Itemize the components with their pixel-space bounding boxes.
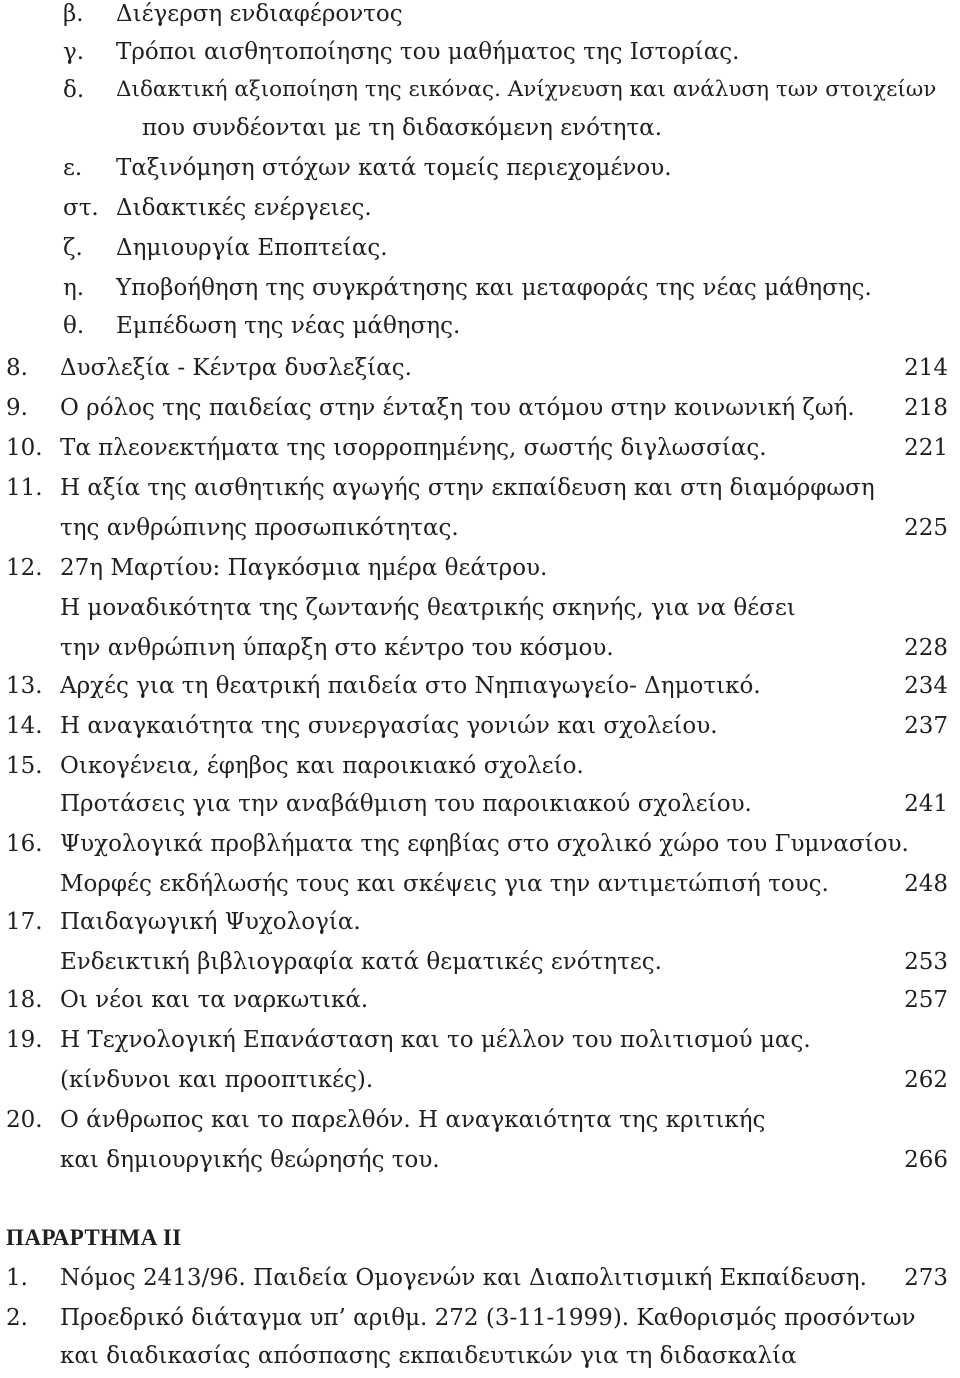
toc-entry-continuation xyxy=(0,784,960,824)
entry-page-number: 221 xyxy=(904,435,948,461)
subitem-text: Διέγερση ενδιαφέροντος xyxy=(116,1,403,27)
appendix-entry xyxy=(0,1258,960,1298)
toc-entry xyxy=(0,388,960,428)
entry-number: 20. xyxy=(6,1107,43,1133)
entry-page-number: 225 xyxy=(904,515,948,541)
toc-subitem xyxy=(0,306,960,346)
toc-subitem xyxy=(0,148,960,188)
entry-page-number: 248 xyxy=(904,871,948,897)
entry-page-number: 241 xyxy=(904,791,948,817)
entry-title-cont: Η μοναδικότητα της ζωντανής θεατρικής σκηνής, για να θέσει xyxy=(60,595,796,621)
entry-title: Ο άνθρωπος και το παρελθόν. Η αναγκαιότητα της κριτικής xyxy=(60,1107,766,1133)
entry-title: Παιδαγωγική Ψυχολογία. xyxy=(60,909,361,935)
entry-title-cont: Ενδεικτική βιβλιογραφία κατά θεματικές ενότητες. xyxy=(60,949,662,975)
toc-entry-continuation xyxy=(0,628,960,668)
entry-page-number: 257 xyxy=(904,987,948,1013)
entry-page-number: 266 xyxy=(904,1147,948,1173)
subitem-label: στ. xyxy=(63,195,99,221)
entry-title-cont: Προτάσεις για την αναβάθμιση του παροικιακού σχολείου. xyxy=(60,791,752,817)
toc-entry xyxy=(0,706,960,746)
toc-entry xyxy=(0,548,960,588)
appendix-entry xyxy=(0,1298,960,1338)
subitem-label: η. xyxy=(63,275,85,301)
entry-page-number: 214 xyxy=(904,355,948,381)
toc-entry-continuation xyxy=(0,1140,960,1180)
entry-number: 10. xyxy=(6,435,43,461)
subitem-text: Τρόποι αισθητοποίησης του μαθήματος της Ιστορίας. xyxy=(116,39,740,65)
entry-number: 8. xyxy=(6,355,28,381)
subitem-text: Υποβοήθηση της συγκράτησης και μεταφοράς της νέας μάθησης. xyxy=(116,275,872,301)
entry-title: Δυσλεξία - Κέντρα δυσλεξίας. xyxy=(60,355,412,381)
toc-subitem xyxy=(0,228,960,268)
entry-number: 14. xyxy=(6,713,43,739)
entry-number: 9. xyxy=(6,395,28,421)
subitem-text: Δημιουργία Εποπτείας. xyxy=(116,235,388,261)
subitem-label: ε. xyxy=(63,155,83,181)
toc-entry xyxy=(0,1100,960,1140)
entry-number: 18. xyxy=(6,987,43,1013)
toc-entry xyxy=(0,348,960,388)
entry-number: 11. xyxy=(6,475,43,501)
entry-page-number: 237 xyxy=(904,713,948,739)
entry-page-number: 273 xyxy=(904,1265,948,1291)
entry-title: Ψυχολογικά προβλήματα της εφηβίας στο σχολικό χώρο του Γυμνασίου. xyxy=(60,831,909,857)
toc-subitem xyxy=(0,268,960,308)
subitem-text: Εμπέδωση της νέας μάθησης. xyxy=(116,313,461,339)
entry-title: Η Τεχνολογική Επανάσταση και το μέλλον του πολιτισμού μας. xyxy=(60,1027,811,1053)
subitem-text: Διδακτικές ενέργειες. xyxy=(116,195,372,221)
entry-title-cont: και δημιουργικής θεώρησής του. xyxy=(60,1147,440,1173)
toc-entry xyxy=(0,824,960,864)
toc-entry xyxy=(0,980,960,1020)
toc-entry-continuation xyxy=(0,942,960,982)
entry-title: Τα πλεονεκτήματα της ισορροπημένης, σωστής διγλωσσίας. xyxy=(60,435,767,461)
subitem-label: θ. xyxy=(63,313,85,339)
entry-title-cont: την ανθρώπινη ύπαρξη στο κέντρο του κόσμου. xyxy=(60,635,614,661)
entry-title: Αρχές για τη θεατρική παιδεία στο Νηπιαγωγείο- Δημοτικό. xyxy=(60,673,761,699)
entry-page-number: 228 xyxy=(904,635,948,661)
entry-page-number: 218 xyxy=(904,395,948,421)
toc-entry-continuation xyxy=(0,1060,960,1100)
entry-title: Η αξία της αισθητικής αγωγής στην εκπαίδευση και στη διαμόρφωση xyxy=(60,475,875,501)
toc-subitem xyxy=(0,32,960,72)
entry-title-cont: της ανθρώπινης προσωπικότητας. xyxy=(60,515,459,541)
subitem-text: Διδακτική αξιοποίηση της εικόνας. Ανίχνευση και ανάλυση των στοιχείων xyxy=(116,77,937,102)
entry-page-number: 253 xyxy=(904,949,948,975)
subitem-text: Ταξινόμηση στόχων κατά τομείς περιεχομένου. xyxy=(116,155,672,181)
appendix-entry-continuation xyxy=(0,1336,960,1376)
entry-title: Προεδρικό διάταγμα υπ’ αριθμ. 272 (3-11-1999). Καθορισμός προσόντων xyxy=(60,1305,916,1331)
toc-entry-continuation xyxy=(0,508,960,548)
toc-entry xyxy=(0,468,960,508)
entry-number: 13. xyxy=(6,673,43,699)
entry-title: Οι νέοι και τα ναρκωτικά. xyxy=(60,987,369,1013)
toc-entry xyxy=(0,746,960,786)
subitem-label: δ. xyxy=(63,77,85,103)
subitem-label: ζ. xyxy=(63,235,83,261)
toc-entry xyxy=(0,666,960,706)
entry-title: Η αναγκαιότητα της συνεργασίας γονιών και σχολείου. xyxy=(60,713,718,739)
toc-entry xyxy=(0,902,960,942)
entry-title: Νόμος 2413/96. Παιδεία Ομογενών και Διαπολιτισμική Εκπαίδευση. xyxy=(60,1265,867,1291)
toc-entry xyxy=(0,428,960,468)
entry-title: Οικογένεια, έφηβος και παροικιακό σχολείο. xyxy=(60,753,584,779)
entry-number: 12. xyxy=(6,555,43,581)
entry-number: 2. xyxy=(6,1305,28,1331)
toc-subitem xyxy=(0,0,960,34)
appendix-heading: ΠΑΡΑΡΤΗΜΑ ΙΙ xyxy=(6,1225,182,1250)
toc-entry-continuation xyxy=(0,588,960,628)
entry-title-cont: (κίνδυνοι και προοπτικές). xyxy=(60,1067,374,1093)
toc-subitem-continuation xyxy=(0,108,960,148)
entry-number: 15. xyxy=(6,753,43,779)
entry-title-cont: Μορφές εκδήλωσής τους και σκέψεις για την αντιμετώπισή τους. xyxy=(60,871,829,897)
subitem-text-cont: που συνδέονται με τη διδασκόμενη ενότητα. xyxy=(142,115,663,141)
toc-subitem xyxy=(0,188,960,228)
entry-number: 1. xyxy=(6,1265,28,1291)
entry-number: 16. xyxy=(6,831,43,857)
entry-number: 19. xyxy=(6,1027,43,1053)
entry-title: Ο ρόλος της παιδείας στην ένταξη του ατόμου στην κοινωνική ζωή. xyxy=(60,395,855,421)
subitem-label: β. xyxy=(63,1,84,27)
toc-entry xyxy=(0,1020,960,1060)
subitem-label: γ. xyxy=(63,39,85,65)
entry-title-cont: και διαδικασίας απόσπασης εκπαιδευτικών για τη διδασκαλία xyxy=(60,1343,797,1369)
toc-subitem xyxy=(0,70,960,110)
toc-entry-continuation xyxy=(0,864,960,904)
entry-title: 27η Μαρτίου: Παγκόσμια ημέρα θεάτρου. xyxy=(60,555,548,581)
entry-page-number: 262 xyxy=(904,1067,948,1093)
entry-page-number: 234 xyxy=(904,673,948,699)
entry-number: 17. xyxy=(6,909,43,935)
